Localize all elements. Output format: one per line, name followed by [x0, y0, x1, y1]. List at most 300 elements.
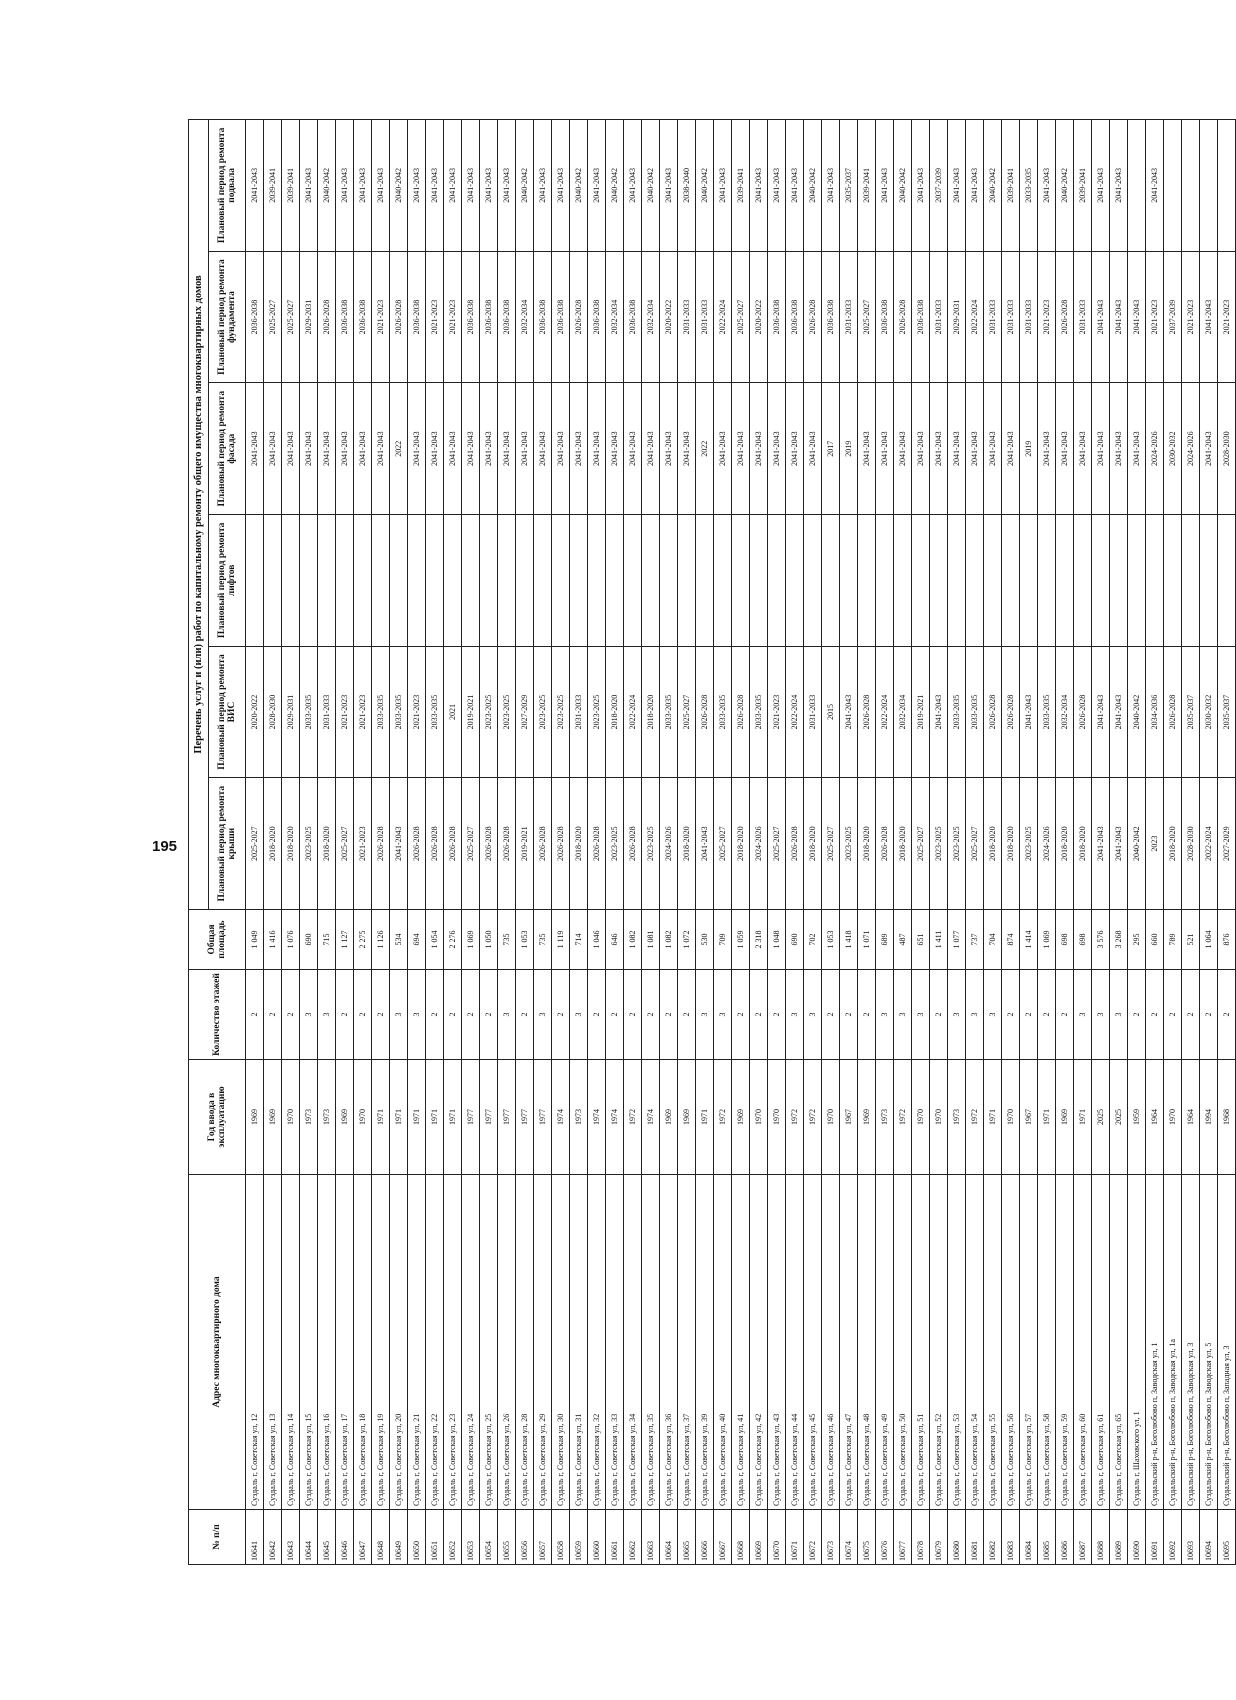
cell-no: 10657	[534, 1510, 552, 1565]
cell-roof: 2018-2020	[804, 778, 822, 910]
cell-area: 660	[1146, 910, 1164, 970]
cell-year: 1970	[912, 1060, 930, 1175]
cell-facade: 2041-2043	[318, 383, 336, 515]
cell-foundation: 2036-2038	[336, 251, 354, 383]
cell-floors: 3	[318, 970, 336, 1060]
page-number: 195	[152, 838, 178, 855]
cell-address: Суздальский р-н, Боголюбово п, Заводская ул, 1	[1146, 1175, 1164, 1510]
cell-lifts	[588, 515, 606, 647]
table-row	[390, 120, 408, 1565]
cell-no: 10654	[480, 1510, 498, 1565]
cell-lifts	[822, 515, 840, 647]
cell-lifts	[498, 515, 516, 647]
cell-address: Суздаль г, Советская ул, 55	[984, 1175, 1002, 1510]
cell-facade: 2041-2043	[912, 383, 930, 515]
table-row	[858, 120, 876, 1565]
cell-vis: 2018-2020	[642, 646, 660, 778]
cell-address: Суздаль г, Советская ул, 36	[660, 1175, 678, 1510]
cell-vis: 2032-2034	[894, 646, 912, 778]
cell-lifts	[372, 515, 390, 647]
cell-vis: 2033-2035	[426, 646, 444, 778]
cell-year: 1974	[642, 1060, 660, 1175]
cell-lifts	[660, 515, 678, 647]
cell-lifts	[894, 515, 912, 647]
cell-area: 1 054	[426, 910, 444, 970]
cell-address: Суздаль г, Шаховского ул, 1	[1128, 1175, 1146, 1510]
cell-foundation: 2031-2033	[1074, 251, 1092, 383]
cell-year: 1972	[624, 1060, 642, 1175]
cell-basement: 2039-2041	[858, 120, 876, 252]
cell-vis: 2022-2024	[624, 646, 642, 778]
cell-year: 2025	[1110, 1060, 1128, 1175]
cell-no: 10687	[1074, 1510, 1092, 1565]
cell-roof: 2026-2028	[498, 778, 516, 910]
cell-no: 10680	[948, 1510, 966, 1565]
cell-year: 1973	[300, 1060, 318, 1175]
cell-address: Суздальский р-н, Боголюбово п, Заводская ул, 3	[1182, 1175, 1200, 1510]
table-row	[462, 120, 480, 1565]
cell-foundation: 2020-2022	[750, 251, 768, 383]
cell-roof: 2018-2020	[984, 778, 1002, 910]
cell-foundation: 2036-2038	[786, 251, 804, 383]
cell-foundation: 2036-2038	[624, 251, 642, 383]
cell-foundation: 2029-2031	[948, 251, 966, 383]
cell-vis: 2031-2033	[804, 646, 822, 778]
header-lifts: Плановый период ремонта лифтов	[209, 515, 246, 647]
cell-vis: 2033-2035	[300, 646, 318, 778]
cell-foundation: 2036-2038	[246, 251, 264, 383]
cell-address: Суздаль г, Советская ул, 45	[804, 1175, 822, 1510]
cell-address: Суздаль г, Советская ул, 29	[534, 1175, 552, 1510]
cell-basement: 2041-2043	[426, 120, 444, 252]
cell-foundation: 2025-2027	[264, 251, 282, 383]
cell-year: 1974	[588, 1060, 606, 1175]
cell-foundation: 2041-2043	[1128, 251, 1146, 383]
cell-address: Суздаль г, Советская ул, 20	[390, 1175, 408, 1510]
cell-foundation: 2041-2043	[1092, 251, 1110, 383]
cell-no: 10682	[984, 1510, 1002, 1565]
cell-area: 735	[498, 910, 516, 970]
cell-year: 1964	[1182, 1060, 1200, 1175]
cell-year: 1973	[318, 1060, 336, 1175]
cell-address: Суздаль г, Советская ул, 44	[786, 1175, 804, 1510]
cell-lifts	[1200, 515, 1218, 647]
cell-no: 10669	[750, 1510, 768, 1565]
cell-foundation: 2029-2031	[300, 251, 318, 383]
cell-foundation: 2026-2028	[894, 251, 912, 383]
cell-roof: 2028-2030	[1182, 778, 1200, 910]
cell-area: 1 046	[588, 910, 606, 970]
table-row	[534, 120, 552, 1565]
table-row	[498, 120, 516, 1565]
cell-year: 1977	[480, 1060, 498, 1175]
cell-year: 1971	[408, 1060, 426, 1175]
cell-lifts	[516, 515, 534, 647]
cell-roof: 2024-2026	[750, 778, 768, 910]
cell-vis: 2023-2025	[588, 646, 606, 778]
cell-lifts	[390, 515, 408, 647]
cell-floors: 2	[624, 970, 642, 1060]
cell-roof: 2025-2027	[768, 778, 786, 910]
cell-facade: 2041-2043	[552, 383, 570, 515]
cell-roof: 2027-2029	[1218, 778, 1236, 910]
cell-basement: 2041-2043	[1110, 120, 1128, 252]
cell-vis: 2034-2036	[1146, 646, 1164, 778]
cell-address: Суздаль г, Советская ул, 26	[498, 1175, 516, 1510]
cell-vis: 2035-2037	[1182, 646, 1200, 778]
cell-vis: 2022-2024	[876, 646, 894, 778]
table-row	[678, 120, 696, 1565]
cell-floors: 3	[534, 970, 552, 1060]
cell-facade: 2022	[390, 383, 408, 515]
table-row	[642, 120, 660, 1565]
cell-basement: 2041-2043	[714, 120, 732, 252]
cell-floors: 3	[570, 970, 588, 1060]
cell-roof: 2021-2023	[354, 778, 372, 910]
cell-no: 10642	[264, 1510, 282, 1565]
cell-lifts	[966, 515, 984, 647]
cell-vis: 2015	[822, 646, 840, 778]
cell-address: Суздаль г, Советская ул, 14	[282, 1175, 300, 1510]
table-row	[714, 120, 732, 1565]
table-row	[1128, 120, 1146, 1565]
cell-facade: 2024-2026	[1182, 383, 1200, 515]
cell-address: Суздаль г, Советская ул, 22	[426, 1175, 444, 1510]
cell-foundation: 2041-2043	[1110, 251, 1128, 383]
cell-floors: 2	[426, 970, 444, 1060]
table-row	[696, 120, 714, 1565]
cell-basement: 2040-2042	[894, 120, 912, 252]
table-row	[300, 120, 318, 1565]
cell-floors: 3	[1110, 970, 1128, 1060]
cell-floors: 2	[246, 970, 264, 1060]
cell-facade: 2030-2032	[1164, 383, 1182, 515]
cell-floors: 2	[1020, 970, 1038, 1060]
cell-basement: 2041-2043	[750, 120, 768, 252]
cell-facade: 2041-2043	[876, 383, 894, 515]
cell-basement: 2040-2042	[318, 120, 336, 252]
cell-area: 1 082	[624, 910, 642, 970]
cell-year: 1972	[714, 1060, 732, 1175]
cell-facade: 2024-2026	[1146, 383, 1164, 515]
table-row	[894, 120, 912, 1565]
cell-area: 295	[1128, 910, 1146, 970]
cell-lifts	[912, 515, 930, 647]
cell-no: 10674	[840, 1510, 858, 1565]
capital-repair-table	[188, 119, 1236, 1565]
cell-facade: 2041-2043	[750, 383, 768, 515]
table-row	[264, 120, 282, 1565]
table-row	[966, 120, 984, 1565]
cell-address: Суздаль г, Советская ул, 37	[678, 1175, 696, 1510]
cell-vis: 2032-2034	[1056, 646, 1074, 778]
cell-roof: 2026-2028	[552, 778, 570, 910]
cell-foundation: 2036-2038	[822, 251, 840, 383]
cell-lifts	[930, 515, 948, 647]
cell-year: 1971	[372, 1060, 390, 1175]
cell-vis: 2027-2029	[516, 646, 534, 778]
cell-facade: 2041-2043	[426, 383, 444, 515]
cell-year: 1970	[768, 1060, 786, 1175]
cell-no: 10688	[1092, 1510, 1110, 1565]
table-row	[1020, 120, 1038, 1565]
cell-roof: 2026-2028	[426, 778, 444, 910]
table-row	[768, 120, 786, 1565]
cell-facade: 2041-2043	[930, 383, 948, 515]
cell-foundation: 2026-2028	[318, 251, 336, 383]
cell-basement	[1164, 120, 1182, 252]
cell-lifts	[696, 515, 714, 647]
cell-facade: 2041-2043	[480, 383, 498, 515]
cell-area: 735	[534, 910, 552, 970]
cell-area: 487	[894, 910, 912, 970]
cell-year: 1972	[894, 1060, 912, 1175]
cell-roof: 2023-2025	[840, 778, 858, 910]
cell-no: 10666	[696, 1510, 714, 1565]
cell-area: 646	[606, 910, 624, 970]
cell-no: 10662	[624, 1510, 642, 1565]
cell-year: 1968	[1218, 1060, 1236, 1175]
cell-area: 689	[876, 910, 894, 970]
cell-facade: 2041-2043	[1002, 383, 1020, 515]
cell-no: 10673	[822, 1510, 840, 1565]
cell-floors: 2	[552, 970, 570, 1060]
cell-facade: 2041-2043	[966, 383, 984, 515]
cell-foundation: 2036-2038	[408, 251, 426, 383]
cell-facade: 2041-2043	[246, 383, 264, 515]
cell-address: Суздаль г, Советская ул, 13	[264, 1175, 282, 1510]
cell-no: 10653	[462, 1510, 480, 1565]
cell-roof: 2026-2028	[480, 778, 498, 910]
cell-lifts	[300, 515, 318, 647]
cell-address: Суздаль г, Советская ул, 46	[822, 1175, 840, 1510]
cell-floors: 2	[750, 970, 768, 1060]
cell-foundation: 2021-2023	[1218, 251, 1236, 383]
cell-year: 1970	[930, 1060, 948, 1175]
cell-lifts	[1182, 515, 1200, 647]
cell-vis: 2023-2025	[534, 646, 552, 778]
cell-foundation: 2025-2027	[732, 251, 750, 383]
cell-floors: 2	[1164, 970, 1182, 1060]
cell-area: 874	[1002, 910, 1020, 970]
cell-year: 1969	[336, 1060, 354, 1175]
cell-vis: 2022-2024	[786, 646, 804, 778]
cell-foundation: 2036-2038	[912, 251, 930, 383]
cell-floors: 2	[768, 970, 786, 1060]
cell-floors: 2	[336, 970, 354, 1060]
cell-year: 1970	[354, 1060, 372, 1175]
cell-roof: 2023-2025	[948, 778, 966, 910]
cell-foundation: 2036-2038	[462, 251, 480, 383]
table-row	[1218, 120, 1236, 1565]
cell-no: 10665	[678, 1510, 696, 1565]
cell-facade: 2041-2043	[498, 383, 516, 515]
cell-no: 10678	[912, 1510, 930, 1565]
cell-area: 1 076	[282, 910, 300, 970]
cell-basement: 2041-2043	[948, 120, 966, 252]
cell-lifts	[768, 515, 786, 647]
cell-address: Суздальский р-н, Боголюбово п, Заводская ул, 1а	[1164, 1175, 1182, 1510]
cell-year: 1971	[696, 1060, 714, 1175]
cell-foundation: 2026-2028	[804, 251, 822, 383]
cell-year: 1969	[732, 1060, 750, 1175]
cell-area: 698	[1056, 910, 1074, 970]
cell-facade: 2017	[822, 383, 840, 515]
cell-address: Суздаль г, Советская ул, 49	[876, 1175, 894, 1510]
cell-basement: 2040-2042	[984, 120, 1002, 252]
cell-no: 10690	[1128, 1510, 1146, 1565]
cell-no: 10658	[552, 1510, 570, 1565]
cell-roof: 2018-2020	[1074, 778, 1092, 910]
cell-year: 1973	[876, 1060, 894, 1175]
cell-area: 1 069	[1038, 910, 1056, 970]
cell-address: Суздаль г, Советская ул, 43	[768, 1175, 786, 1510]
cell-vis: 2033-2035	[714, 646, 732, 778]
cell-facade: 2041-2043	[786, 383, 804, 515]
header-address: Адрес многоквартирного дома	[189, 1175, 246, 1510]
cell-year: 1969	[678, 1060, 696, 1175]
cell-area: 1 126	[372, 910, 390, 970]
cell-basement: 2037-2039	[930, 120, 948, 252]
cell-foundation: 2025-2027	[858, 251, 876, 383]
cell-facade: 2041-2043	[768, 383, 786, 515]
cell-basement: 2041-2043	[462, 120, 480, 252]
cell-area: 3 576	[1092, 910, 1110, 970]
cell-year: 1972	[786, 1060, 804, 1175]
cell-floors: 2	[264, 970, 282, 1060]
cell-no: 10650	[408, 1510, 426, 1565]
cell-facade: 2019	[1020, 383, 1038, 515]
cell-vis: 2021-2023	[408, 646, 426, 778]
cell-vis: 2026-2028	[1002, 646, 1020, 778]
cell-foundation: 2025-2027	[282, 251, 300, 383]
cell-address: Суздаль г, Советская ул, 23	[444, 1175, 462, 1510]
cell-foundation: 2036-2038	[480, 251, 498, 383]
cell-floors: 3	[876, 970, 894, 1060]
table-row	[1092, 120, 1110, 1565]
cell-no: 10659	[570, 1510, 588, 1565]
cell-year: 1970	[750, 1060, 768, 1175]
table-row	[444, 120, 462, 1565]
table-row	[822, 120, 840, 1565]
cell-foundation: 2031-2033	[696, 251, 714, 383]
cell-no: 10689	[1110, 1510, 1128, 1565]
cell-facade: 2041-2043	[264, 383, 282, 515]
cell-vis: 2026-2028	[1074, 646, 1092, 778]
cell-address: Суздаль г, Советская ул, 40	[714, 1175, 732, 1510]
cell-floors: 2	[1146, 970, 1164, 1060]
cell-year: 1970	[282, 1060, 300, 1175]
cell-basement: 2041-2043	[768, 120, 786, 252]
cell-basement: 2038-2040	[678, 120, 696, 252]
cell-area: 789	[1164, 910, 1182, 970]
cell-vis: 2026-2028	[984, 646, 1002, 778]
header-works-group: Перечень услуг и (или) работ по капитальному ремонту общего имущества многоквартирных домов	[189, 120, 209, 910]
cell-area: 702	[804, 910, 822, 970]
cell-roof: 2018-2020	[732, 778, 750, 910]
table-row	[786, 120, 804, 1565]
cell-facade: 2041-2043	[1110, 383, 1128, 515]
cell-basement: 2039-2041	[1002, 120, 1020, 252]
cell-area: 876	[1218, 910, 1236, 970]
cell-year: 1964	[1146, 1060, 1164, 1175]
cell-roof: 2018-2020	[282, 778, 300, 910]
cell-basement: 2041-2043	[1038, 120, 1056, 252]
cell-lifts	[1218, 515, 1236, 647]
cell-floors: 2	[678, 970, 696, 1060]
cell-vis: 2033-2035	[660, 646, 678, 778]
cell-facade: 2041-2043	[282, 383, 300, 515]
cell-address: Суздаль г, Советская ул, 17	[336, 1175, 354, 1510]
table-row	[1200, 120, 1218, 1565]
cell-foundation: 2021-2023	[372, 251, 390, 383]
cell-vis: 2033-2035	[966, 646, 984, 778]
cell-year: 1969	[660, 1060, 678, 1175]
cell-address: Суздаль г, Советская ул, 42	[750, 1175, 768, 1510]
cell-address: Суздаль г, Советская ул, 39	[696, 1175, 714, 1510]
cell-foundation: 2031-2033	[1020, 251, 1038, 383]
header-vis: Плановый период ремонта ВИС	[209, 646, 246, 778]
cell-lifts	[876, 515, 894, 647]
cell-basement: 2039-2041	[264, 120, 282, 252]
cell-lifts	[606, 515, 624, 647]
cell-facade: 2041-2043	[660, 383, 678, 515]
cell-basement: 2040-2042	[570, 120, 588, 252]
cell-basement: 2041-2043	[660, 120, 678, 252]
cell-floors: 2	[606, 970, 624, 1060]
cell-floors: 2	[660, 970, 678, 1060]
cell-address: Суздальский р-н, Боголюбово п, Западная ул, 3	[1218, 1175, 1236, 1510]
cell-lifts	[408, 515, 426, 647]
cell-roof: 2018-2020	[1002, 778, 1020, 910]
cell-facade: 2041-2043	[732, 383, 750, 515]
table-row	[1164, 120, 1182, 1565]
cell-basement	[1128, 120, 1146, 252]
header-area: Общая площадь	[189, 910, 246, 970]
table-row	[876, 120, 894, 1565]
cell-roof: 2025-2027	[246, 778, 264, 910]
cell-area: 704	[984, 910, 1002, 970]
cell-facade: 2041-2043	[678, 383, 696, 515]
cell-facade: 2041-2043	[1074, 383, 1092, 515]
cell-facade: 2041-2043	[462, 383, 480, 515]
cell-vis: 2041-2043	[1092, 646, 1110, 778]
table-row	[984, 120, 1002, 1565]
cell-lifts	[714, 515, 732, 647]
cell-facade: 2041-2043	[1128, 383, 1146, 515]
cell-lifts	[246, 515, 264, 647]
cell-facade: 2041-2043	[372, 383, 390, 515]
table-row	[1146, 120, 1164, 1565]
cell-no: 10691	[1146, 1510, 1164, 1565]
cell-address: Суздаль г, Советская ул, 65	[1110, 1175, 1128, 1510]
cell-address: Суздаль г, Советская ул, 58	[1038, 1175, 1056, 1510]
cell-vis: 2029-2031	[282, 646, 300, 778]
cell-roof: 2022-2024	[1200, 778, 1218, 910]
table-row	[516, 120, 534, 1565]
table-row	[588, 120, 606, 1565]
table-row	[732, 120, 750, 1565]
cell-area: 2 276	[444, 910, 462, 970]
cell-basement: 2041-2043	[534, 120, 552, 252]
cell-lifts	[732, 515, 750, 647]
cell-vis: 2026-2028	[858, 646, 876, 778]
cell-foundation: 2041-2043	[1200, 251, 1218, 383]
cell-roof: 2018-2020	[894, 778, 912, 910]
cell-no: 10681	[966, 1510, 984, 1565]
cell-no: 10648	[372, 1510, 390, 1565]
cell-area: 1 053	[516, 910, 534, 970]
